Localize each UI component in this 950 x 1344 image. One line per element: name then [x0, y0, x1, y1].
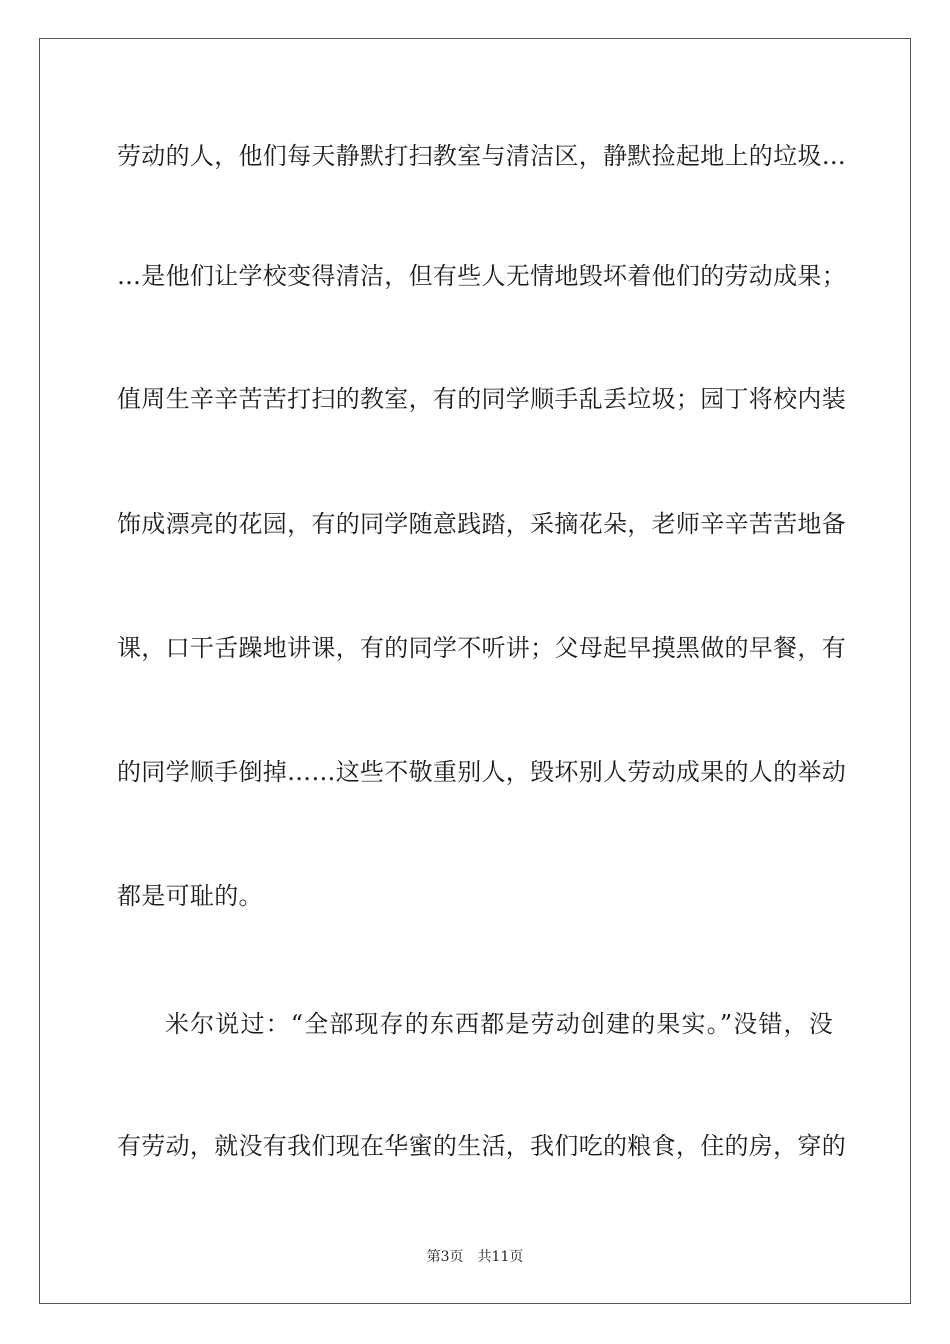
- body-line-8-paragraph-start: 米尔说过：“全部现存的东西都是劳动创建的果实。”没错，没: [165, 1010, 833, 1038]
- body-line-4: 饰成漂亮的花园，有的同学随意践踏，采摘花朵，老师辛辛苦苦地备: [117, 510, 846, 538]
- body-line-1: 劳动的人，他们每天静默打扫教室与清洁区，静默捡起地上的垃圾…: [117, 142, 846, 170]
- page-footer: [0, 1248, 950, 1266]
- body-line-2: …是他们让学校变得清洁，但有些人无情地毁坏着他们的劳动成果；: [117, 262, 846, 290]
- page-total: 共11页: [477, 1249, 524, 1265]
- body-line-5: 课，口干舌躁地讲课，有的同学不听讲；父母起早摸黑做的早餐，有: [117, 634, 846, 662]
- body-line-3: 值周生辛辛苦苦打扫的教室，有的同学顺手乱丢垃圾；园丁将校内装: [117, 385, 846, 413]
- body-line-6: 的同学顺手倒掉……这些不敬重别人，毁坏别人劳动成果的人的举动: [117, 758, 846, 786]
- page-number: 第3页: [426, 1249, 464, 1265]
- body-line-9: 有劳动，就没有我们现在华蜜的生活，我们吃的粮食，住的房，穿的: [117, 1132, 846, 1160]
- body-line-7-paragraph-end: 都是可耻的。: [117, 882, 263, 910]
- page-border: [39, 38, 911, 1304]
